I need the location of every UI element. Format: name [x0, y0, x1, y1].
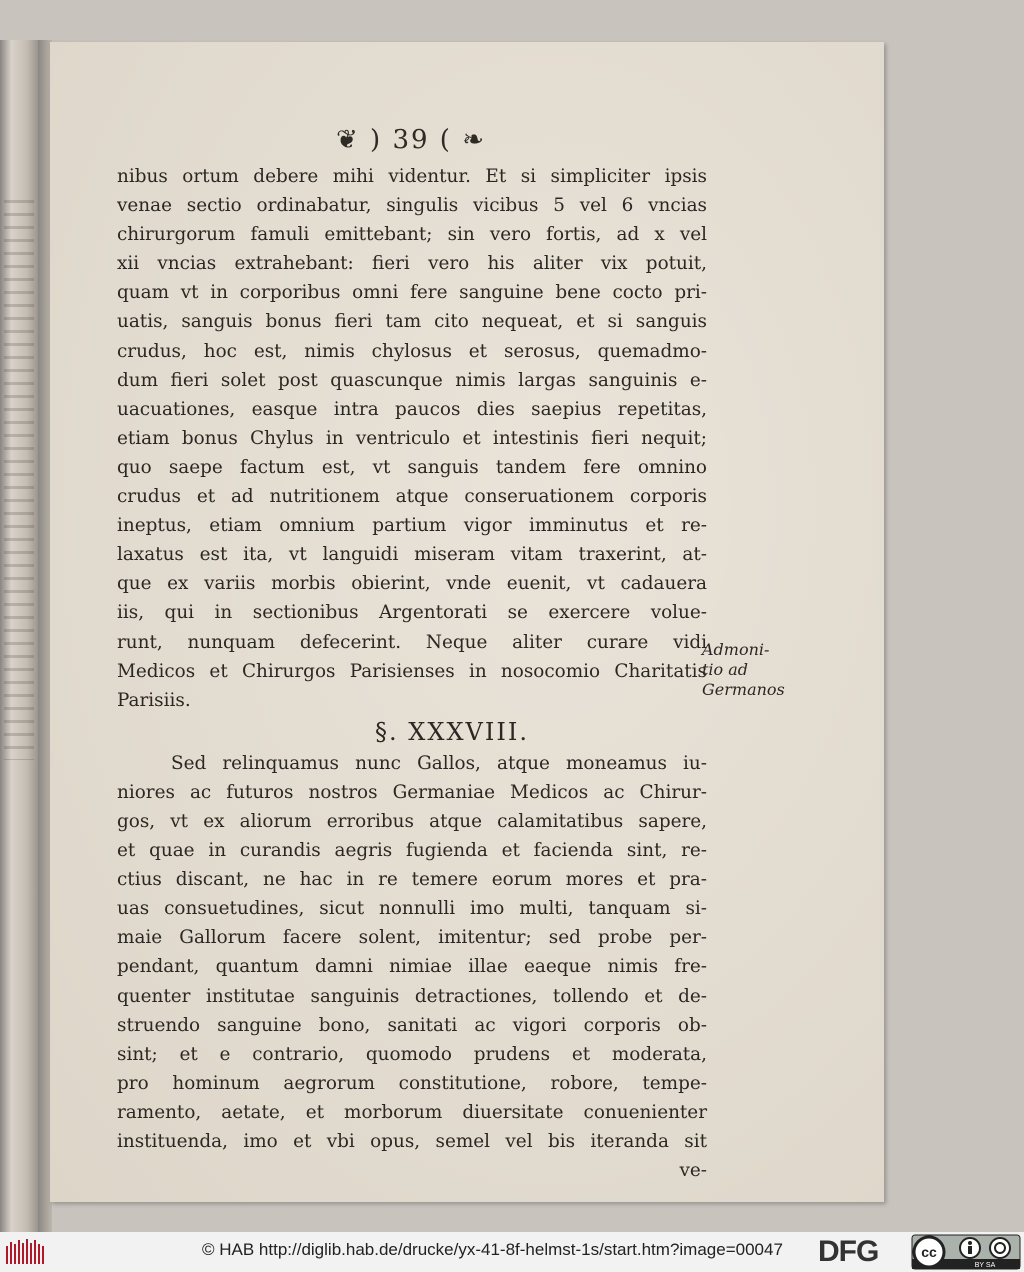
text-line: Sed relinquamus nunc Gallos, atque moneamus iu- — [171, 752, 707, 774]
dfg-logo: DFG — [818, 1235, 879, 1268]
catchword: ve- — [679, 1160, 707, 1182]
page-text — [117, 162, 707, 1182]
text-line: uacuationes, easque intra paucos dies saepius repetitas, — [117, 398, 707, 420]
marginal-note-line: Germanos — [702, 680, 785, 699]
text-line: struendo sanguine bono, sanitati ac vigori corporis ob- — [117, 1014, 707, 1036]
page-header: ❦ ) 39 ( ❧ — [336, 125, 486, 155]
text-line: et quae in curandis aegris fugienda et facienda sint, re- — [117, 840, 707, 862]
text-line: crudus, hoc est, nimis chylosus et serosus, quemadmo- — [117, 340, 707, 362]
text-line: ctius discant, ne hac in re temere eorum mores et pra- — [117, 869, 707, 891]
text-line: venae sectio ordinabatur, singulis vicibus 5 vel 6 vncias — [117, 195, 707, 217]
text-line: runt, nunquam defecerint. Neque aliter curare vidi — [117, 631, 707, 653]
text-line: sint; et e contrario, quomodo prudens et moderata, — [117, 1043, 707, 1065]
text-line: etiam bonus Chylus in ventriculo et intestinis fieri nequit; — [117, 427, 707, 449]
section-heading: §. XXXVIII. — [375, 717, 529, 746]
text-line: ineptus, etiam omnium partium vigor imminutus et re- — [117, 515, 707, 537]
text-line: instituenda, imo et vbi opus, semel vel bis iteranda sit — [117, 1131, 707, 1152]
text-line: uatis, sanguis bonus fieri tam cito nequeat, et si sanguis — [117, 311, 707, 333]
text-line: xii vncias extrahebant: fieri vero his aliter vix potuit, — [117, 253, 707, 275]
marginal-note — [702, 640, 792, 700]
text-line: pendant, quantum damni nimiae illae eaeque nimis fre- — [117, 956, 707, 978]
previous-page-text-fragment — [4, 200, 34, 760]
svg-text:cc: cc — [921, 1244, 937, 1260]
text-line: que ex variis morbis obierint, vnde euenit, vt cadauera — [117, 573, 707, 595]
text-line: iis, qui in sectionibus Argentorati se exercere volue- — [117, 602, 707, 624]
footer-bar — [0, 1232, 1024, 1272]
text-line: quenter institutae sanguinis detractiones, tollendo et de- — [117, 985, 707, 1007]
cc-label: BY SA — [974, 1262, 996, 1269]
text-line: ramento, aetate, et morborum diuersitate conuenienter — [117, 1101, 707, 1123]
text-line: nibus ortum debere mihi videntur. Et si simpliciter ipsis — [117, 166, 707, 187]
text-line: quo saepe factum est, vt sanguis tandem fere omnino — [117, 456, 707, 478]
binding-edge — [0, 40, 38, 1232]
text-line: quam vt in corporibus omni fere sanguine bene cocto pri- — [117, 282, 707, 304]
copyright-link[interactable]: © HAB http://diglib.hab.de/drucke/yx-41-8f-helmst-1s/start.htm?image=00047 — [202, 1240, 783, 1259]
text-line: dum fieri solet post quascunque nimis largas sanguinis e- — [117, 369, 707, 391]
text-line: Medicos et Chirurgos Parisienses in nosocomio Charitatis — [117, 660, 707, 682]
marginal-note-line: Admoni- — [702, 640, 770, 659]
text-line: uas consuetudines, sicut nonnulli imo multi, tanquam si- — [117, 898, 707, 920]
cc-by-sa-license-icon[interactable] — [912, 1235, 1020, 1269]
text-line: chirurgorum famuli emittebant; sin vero fortis, ad x vel — [117, 224, 707, 246]
text-line: pro hominum aegrorum constitutione, robore, tempe- — [117, 1072, 707, 1094]
text-line: crudus et ad nutritionem atque conseruationem corporis — [117, 486, 707, 508]
text-line: Parisiis. — [117, 689, 191, 711]
text-line: gos, vt ex aliorum erroribus atque calamitatibus sapere, — [117, 810, 707, 832]
hab-logo-icon — [4, 1236, 48, 1268]
text-line: maie Gallorum facere solent, imitentur; sed probe per- — [117, 927, 707, 949]
text-line: niores ac futuros nostros Germaniae Medicos ac Chirur- — [117, 781, 707, 803]
marginal-note-line: tio ad — [702, 660, 749, 679]
text-line: laxatus est ita, vt languidi miseram vitam traxerint, at- — [117, 544, 707, 566]
